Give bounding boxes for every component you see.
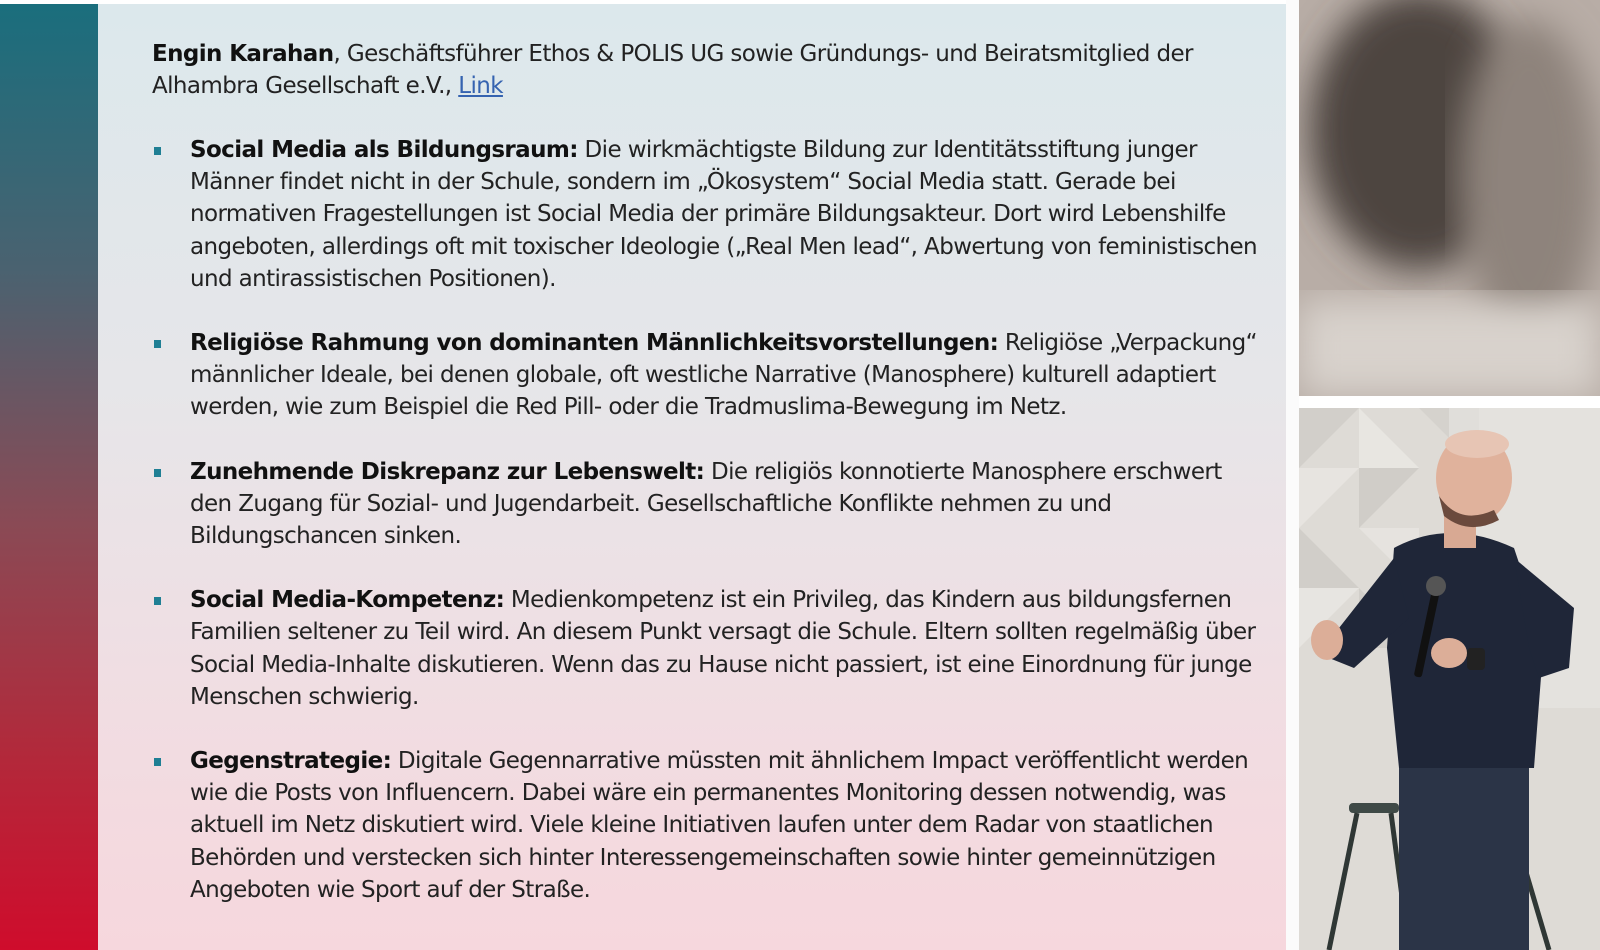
blurred-photo-graphic bbox=[1299, 0, 1600, 396]
speaker-photo bbox=[1299, 408, 1600, 950]
speaker-name: Engin Karahan bbox=[152, 41, 334, 67]
bullet-text: Die religiös konnotierte Manosphere erschwert den Zugang für Sozial- und Jugendarbeit. Gesellschaftliche Konflikte nehmen zu und Bildungschancen sinken. bbox=[190, 458, 1222, 550]
bullet-text: Die wirkmächtigste Bildung zur Identitätsstiftung junger Männer findet nicht in der Schule, sondern im „Ökosystem“ Social Media statt. Gerade bei normativen Fragestellungen ist Social Media der primäre Bildungsakteur. Dort wird Lebenshilfe angeboten, allerdings oft mit toxischer Ideologie („Real Men lead“, Abwertung von feministischen und antirassistischen Positionen). bbox=[190, 137, 1257, 292]
photo-gutter bbox=[1286, 0, 1299, 950]
square-bullet-icon bbox=[154, 597, 161, 605]
speaker-affiliation: , Geschäftsführer Ethos & POLIS UG sowie Gründungs- und Beiratsmitglied der Alhambra Gesellschaft e.V., bbox=[152, 41, 1193, 99]
speaker-link[interactable]: Link bbox=[458, 73, 503, 99]
bullet-religioese-rahmung bbox=[152, 327, 1264, 424]
key-points-list bbox=[152, 134, 1264, 906]
square-bullet-icon bbox=[154, 147, 161, 155]
bullet-diskrepanz-lebenswelt bbox=[152, 456, 1264, 553]
bullet-social-media-bildungsraum bbox=[152, 134, 1264, 295]
bullet-heading: Zunehmende Diskrepanz zur Lebenswelt: bbox=[190, 458, 705, 485]
bullet-text: Digitale Gegennarrative müssten mit ähnlichem Impact veröffentlicht werden wie die Posts von Influencern. Dabei wäre ein permanentes Monitoring dessen notwendig, was aktuell im Netz diskutiert wird. Viele kleine Initiativen laufen unter dem Radar von staatlichen Behörden und verstecken sich hinter Interessengemeinschaften sowie hinter gemeinnützigen Angeboten wie Sport auf der Straße. bbox=[190, 748, 1249, 903]
bullet-text: Religiöse „Verpackung“ männlicher Ideale, bei denen globale, oft westliche Narrative (Manosphere) kulturell adaptiert werden, wie zum Beispiel die Red Pill- oder die Tradmuslima-Bewegung im Netz. bbox=[190, 330, 1257, 421]
square-bullet-icon bbox=[154, 340, 161, 348]
bullet-social-media-kompetenz bbox=[152, 584, 1264, 713]
speaker-intro bbox=[152, 38, 1262, 102]
bullet-text: Medienkompetenz ist ein Privileg, das Kindern aus bildungsfernen Familien seltener zu Teil wird. An diesem Punkt versagt die Schule. Eltern sollten regelmäßig über Social Media-Inhalte diskutieren. Wenn das zu Hause nicht passiert, ist eine Einordnung für junge Menschen schwierig. bbox=[190, 587, 1256, 710]
bullet-gegenstrategie bbox=[152, 745, 1264, 906]
bullet-heading: Gegenstrategie: bbox=[190, 748, 392, 775]
bullet-heading: Social Media als Bildungsraum: bbox=[190, 137, 578, 163]
bullet-heading: Social Media-Kompetenz: bbox=[190, 587, 505, 614]
speaker-photo-graphic bbox=[1299, 408, 1600, 950]
blurred-photo bbox=[1299, 0, 1600, 396]
bullet-heading: Religiöse Rahmung von dominanten Männlichkeitsvorstellungen: bbox=[190, 330, 999, 357]
left-gradient-band bbox=[0, 4, 98, 950]
square-bullet-icon bbox=[154, 469, 161, 477]
square-bullet-icon bbox=[154, 758, 161, 766]
